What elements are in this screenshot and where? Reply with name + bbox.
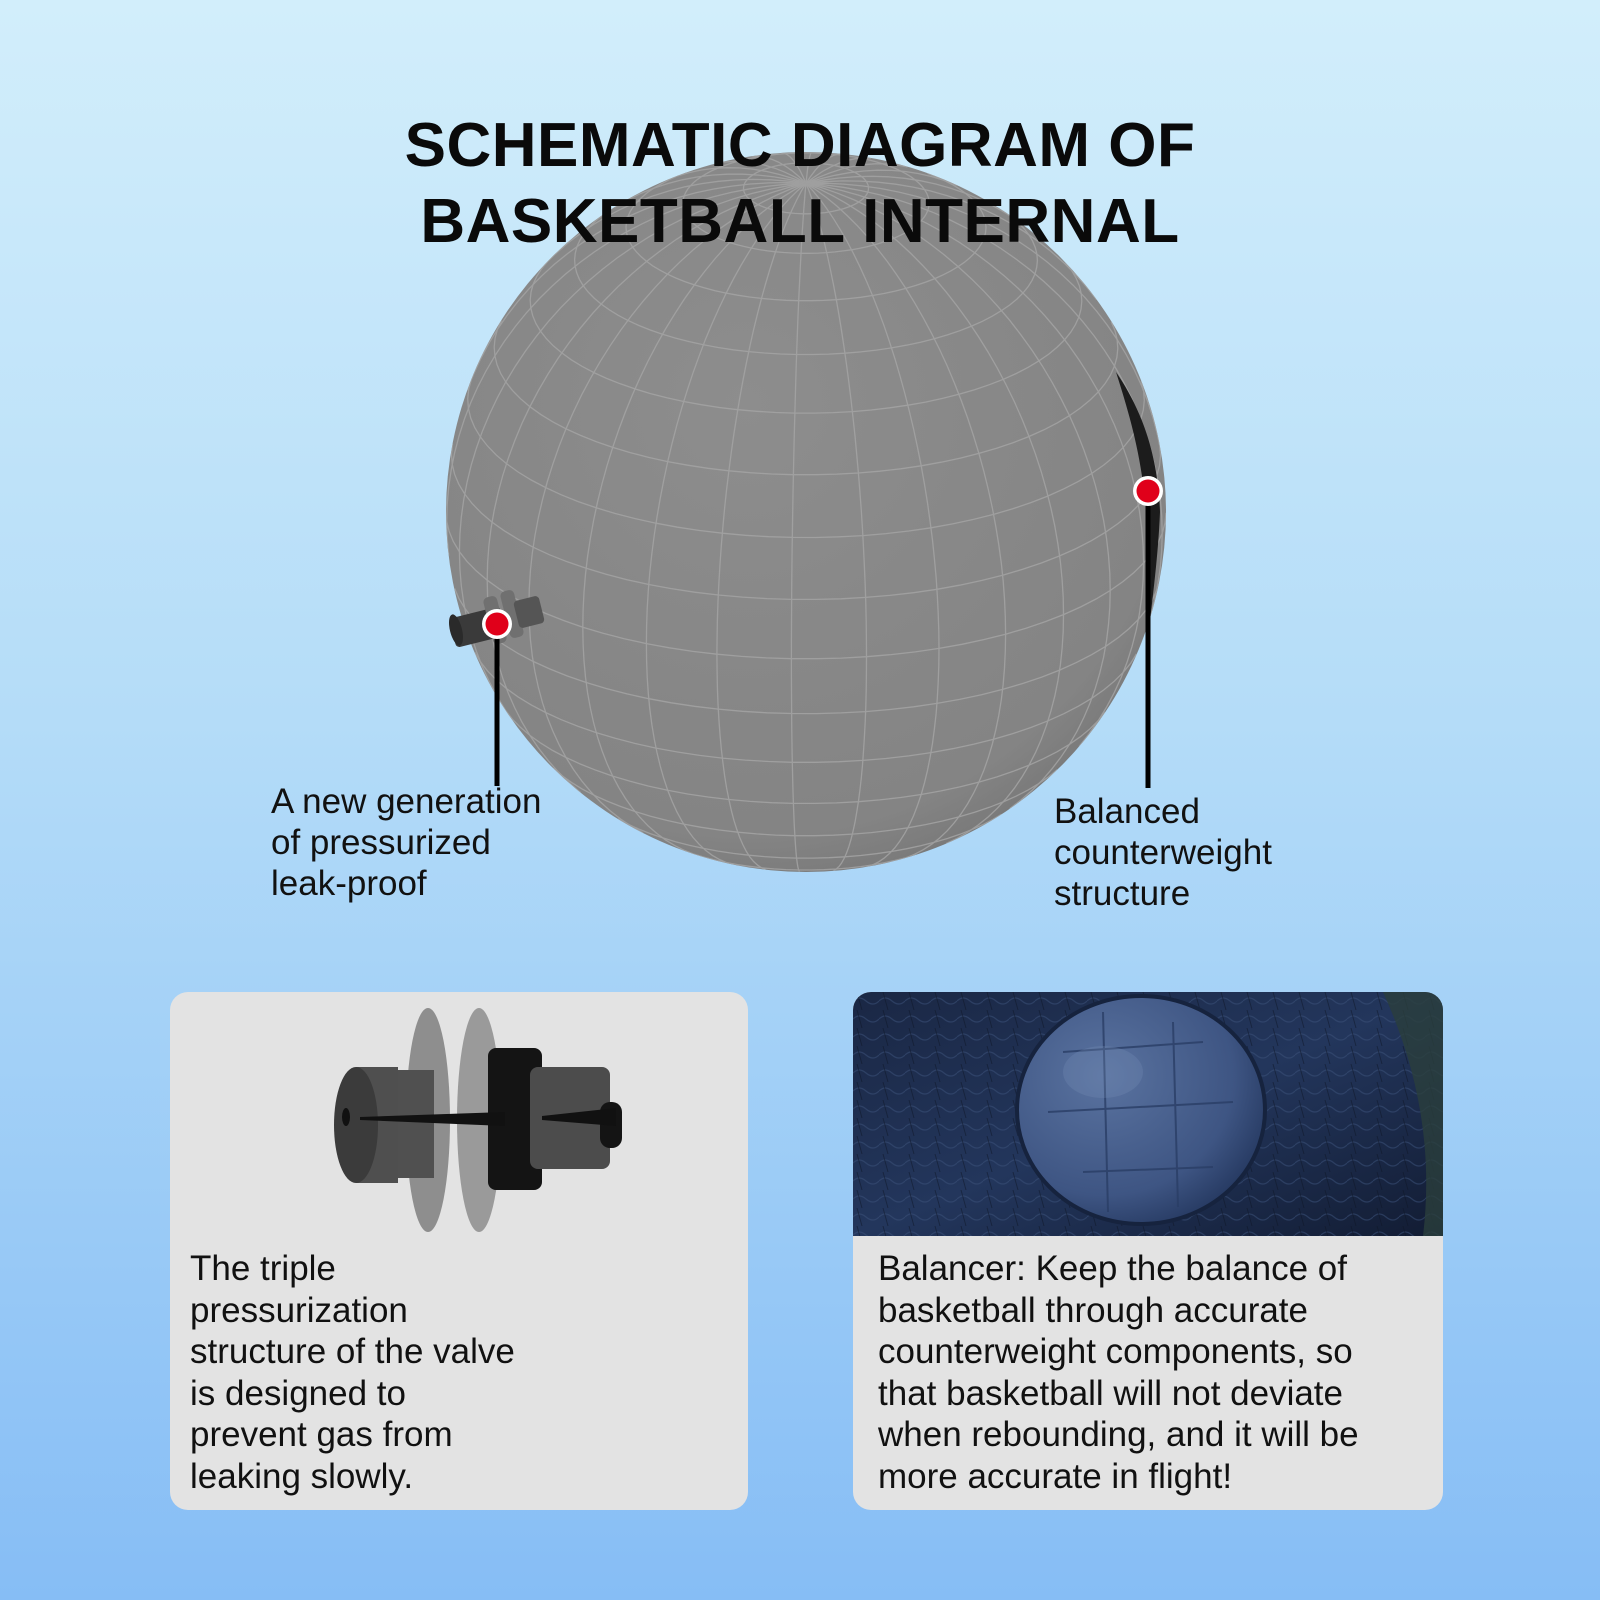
callout-line: of pressurized — [271, 823, 491, 862]
title-line: BASKETBALL INTERNAL — [420, 187, 1180, 256]
description-line: that basketball will not deviate — [878, 1373, 1343, 1413]
title-line: SCHEMATIC DIAGRAM OF — [404, 111, 1196, 180]
description-line: more accurate in flight! — [878, 1456, 1233, 1496]
counterweight-callout-label — [1054, 791, 1272, 914]
callout-line: structure — [1054, 874, 1191, 913]
valve-description — [190, 1248, 515, 1497]
callout-line: Balanced — [1054, 792, 1200, 831]
description-line: is designed to — [190, 1373, 406, 1413]
description-line: basketball through accurate — [878, 1290, 1308, 1330]
valve-marker — [482, 609, 512, 639]
callout-line: A new generation — [271, 782, 542, 821]
callout-line: leak-proof — [271, 864, 427, 903]
description-line: counterweight components, so — [878, 1332, 1353, 1371]
counterweight-marker — [1133, 476, 1163, 506]
valve-closeup-icon — [170, 992, 748, 1242]
description-line: pressurization — [190, 1290, 408, 1330]
valve-callout-label — [271, 781, 541, 904]
description-line: structure of the valve — [190, 1332, 515, 1371]
basketball-sphere — [446, 152, 1166, 872]
description-line: prevent gas from — [190, 1415, 453, 1454]
callout-line: counterweight — [1054, 833, 1272, 872]
balancer-description — [878, 1248, 1359, 1497]
balancer-photo — [853, 992, 1443, 1236]
description-line: when rebounding, and it will be — [878, 1415, 1359, 1454]
description-line: Balancer: Keep the balance of — [878, 1249, 1347, 1288]
description-line: leaking slowly. — [190, 1456, 414, 1496]
balancer-info-card — [853, 992, 1443, 1510]
valve-info-card — [170, 992, 748, 1510]
page-title — [0, 108, 1600, 260]
description-line: The triple — [190, 1249, 336, 1288]
